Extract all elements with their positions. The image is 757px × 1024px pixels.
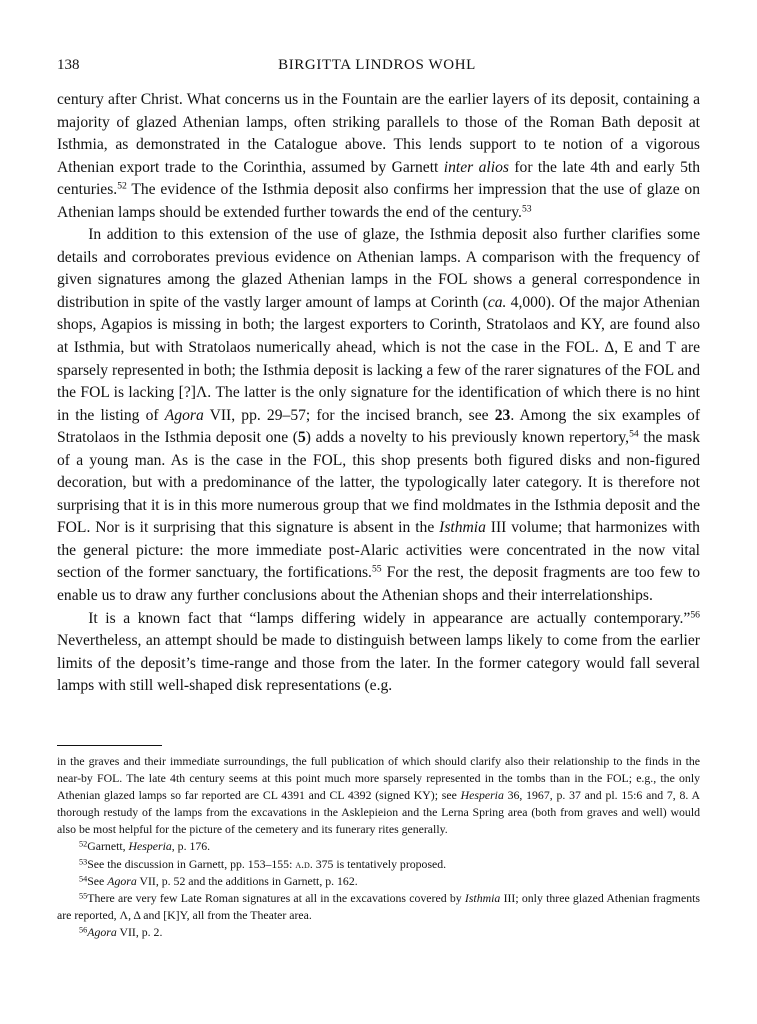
footnote-ref: 54 [629, 428, 639, 440]
text-run: It is a known fact that “lamps differing widely in appearance are actually contemporary.” [88, 609, 691, 627]
footnote-ref: 52 [117, 180, 127, 192]
footnotes [57, 753, 700, 941]
text-run: . Among the six examples of Stratolaos in the Isthmia deposit one ( [57, 406, 701, 447]
footnote [57, 856, 700, 873]
text-run: ) adds a novelty to his previously known repertory, [305, 429, 630, 447]
paragraph [57, 89, 700, 224]
body-text [57, 89, 700, 698]
text-run: Garnett, [87, 839, 129, 854]
text-run: The evidence of the Isthmia deposit also confirms her impression that the use of glaze on Athenian lamps should be extended further towards the end of the century. [57, 181, 700, 221]
text-run: III volume; that harmonizes with the general picture: the more immediate post-Alaric activities were concentrated in the now vital section of the former sanctuary, the fortifications. [57, 519, 700, 582]
footnote-ref: 53 [521, 203, 532, 215]
page-header [57, 55, 697, 77]
footnote-number: 56 [79, 925, 88, 935]
text-run: 4,000). Of the major Athenian shops, Agapios is missing in both; the largest exporters to Corinth, Stratolaos and KY, are found also at Isthmia, but with Stratolaos numerically ahead, which is not the case in the FOL. Δ, E and T are sparsely represented in both; the Isthmia deposit is lacking a few of the rarer signatures of the FOL and the FOL is lacking [?]Λ. The latter is the only signature for the identification of which there is no hint in the listing of [57, 293, 700, 424]
paragraph [57, 224, 700, 607]
text-run: VII, pp. 29–57; for the incised branch, see [203, 406, 495, 424]
italic-text: Agora [107, 873, 137, 888]
text-run: There are very few Late Roman signatures at all in the excavations covered by [87, 890, 465, 905]
italic-text: Agora [164, 406, 204, 424]
page-number: 138 [57, 57, 80, 73]
text-run: For the rest, the deposit fragments are too few to enable us to draw any further conclusions about the Athenian shops and their interrelationships. [57, 564, 700, 605]
italic-text: Isthmia [439, 519, 486, 537]
footnote-number: 53 [79, 857, 88, 867]
italic-text: Hesperia [128, 839, 172, 854]
text-run: in the graves and their immediate surroundings, the full publication of which should clarify also their relationship to the finds in the near-by FOL. The late 4th century seems at this point much more sparsely represented in the tombs than in the FOL; e.g., the only Athenian glazed lamps so far reported are CL 4391 and CL 4392 (signed KY); see [57, 754, 700, 803]
text-run: 36, 1967, p. 37 and pl. 15:6 and 7, 8. A thorough restudy of the lamps from the excavations in the Asklepieion and the Lerna Spring area (both from graves and well) would also be most helpful for the picture of the cemetery and its funerary rites generally. [57, 788, 700, 837]
footnote-continuation [57, 753, 700, 838]
italic-text: inter alios [443, 158, 509, 176]
footnote [57, 924, 700, 941]
footnote-ref: 55 [371, 564, 382, 576]
italic-text: Agora [87, 924, 117, 939]
text-run: century after Christ. What concerns us in the Fountain are the earlier layers of its deposit, containing a majority of glazed Athenian lamps, often striking parallels to those of the Roman Bath deposit at Isthmia, as demonstrated in the Catalogue above. This lends support to te notion of a vigorous Athenian export trade to the Corinthia, assumed by Garnett [57, 91, 700, 176]
running-head: BIRGITTA LINDROS WOHL [278, 57, 476, 73]
text-run: Nevertheless, an attempt should be made to distinguish between lamps likely to come from the earlier limits of the deposit’s time-range and those from the later. In the former category would fall several lamps with still well-shaped disk representations (e.g. [57, 632, 700, 695]
text-run: , p. 176. [171, 839, 211, 854]
text-run: for the late 4th and early 5th centuries. [57, 158, 700, 199]
footnote-rule [57, 745, 162, 746]
bold-reference: 23 [494, 406, 511, 424]
text-run: See [87, 873, 108, 888]
text-run: VII, p. 52 and the additions in Garnett, p. 162. [136, 873, 358, 888]
text-run: 375 is tentatively proposed. [312, 856, 447, 871]
italic-text: Hesperia [460, 788, 504, 803]
small-caps-text: a.d. [295, 856, 313, 871]
text-run: VII, p. 2. [116, 924, 163, 939]
footnote [57, 873, 700, 890]
footnote-number: 52 [79, 840, 88, 850]
text-run: In addition to this extension of the use of glaze, the Isthmia deposit also further clarifies some details and corroborates previous evidence on Athenian lamps. A comparison with the frequency of given signatures among the glazed Athenian lamps in the FOL shows a general correspondence in distribution in spite of the vastly larger amount of lamps at Corinth ( [57, 226, 700, 311]
italic-text: Isthmia [464, 890, 501, 905]
footnote-number: 55 [79, 891, 88, 901]
bold-reference: 5 [297, 429, 306, 447]
text-run: the mask of a young man. As is the case in the FOL, this shop presents both figured disks and non-figured decoration, but with a predominance of the latter, the typologically later category. It is therefore not surprising that it is in this more numerous group that we find moldmates in the Isthmia deposit and the FOL. Nor is it surprising that this signature is absent in the [57, 429, 701, 537]
italic-text: ca. [487, 293, 507, 311]
footnote [57, 890, 700, 924]
text-run: III; only three glazed Athenian fragments are reported, Λ, Δ and [K]Y, all from the Theater area. [57, 890, 700, 922]
text-run: See the discussion in Garnett, pp. 153–155: [87, 856, 296, 871]
footnote [57, 838, 700, 855]
footnote-ref: 56 [690, 609, 700, 621]
paragraph [57, 608, 700, 698]
footnote-number: 54 [79, 874, 88, 884]
